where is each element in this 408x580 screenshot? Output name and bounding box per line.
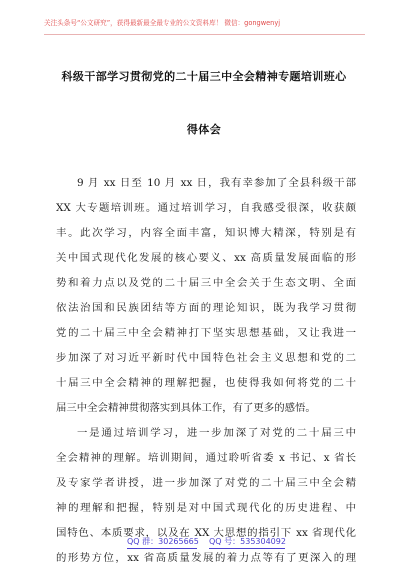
body-line: 关中国式现代化发展的核心要义、xx 高质量发展面临的形 [56,252,356,264]
footer-qq-number: QQ 号：535304092 [209,537,286,546]
body-line: 一是通过培训学习，进一步加深了对党的二十届三中 [77,427,356,439]
footer-qq-group: QQ 群：30265665 [127,537,199,546]
body-line: 步加深了对习近平新时代中国特色社会主义思想和党的二 [56,352,356,364]
body-line: XX 大专题培训班。通过培训学习，自我感受很深，收获颇 [56,202,356,214]
document-title-line-1: 科级干部学习贯彻党的二十届三中全会精神专题培训班心 [61,70,347,83]
body-line: 国特色、本质要求，以及在 XX 大思想的指引下 xx 省现代化 [56,527,356,539]
header-notice: 关注头条号“公文研究”，获得最新最全最专业的公文资料库！ 微信：gongwenyj [44,19,281,27]
document-title-line-2: 得体会 [186,123,222,136]
body-line: 党的二十届三中全会精神打下坚实思想基础，又让我进一 [56,327,356,339]
body-line: 届三中全会精神贯彻落实到具体工作，有了更多的感悟。 [56,402,316,414]
body-line: 的形势方位，xx 省高质量发展的着力点等有了更深入的理 [56,552,356,564]
body-line: 及专家学者讲授，进一步加深了对党的二十届三中全会精 [56,477,356,489]
header-bar [0,0,408,40]
body-line: 丰。此次学习，内容全面丰富，知识博大精深，特别是有 [56,227,356,239]
body-line: 9 月 xx 日至 10 月 xx 日，我有幸参加了全县科级干部 [77,177,356,189]
body-line: 神的理解和把握，特别是对中国式现代化的历史进程、中 [56,502,356,514]
body-line: 全会精神的理解。培训期间，通过聆听省委 x 书记、x 省长 [56,452,356,464]
body-line: 依法治国和民族团结等方面的理论知识，既为我学习贯彻 [56,302,356,314]
body-line: 十届三中全会精神的理解把握，也使得我如何将党的二十 [56,377,356,389]
header-divider [44,34,365,35]
footer-underline [127,548,197,549]
footer-contact-bar [0,536,408,550]
body-line: 势和着力点以及党的二十届三中全会关于生态文明、全面 [56,277,356,289]
footer-underline [209,548,285,549]
